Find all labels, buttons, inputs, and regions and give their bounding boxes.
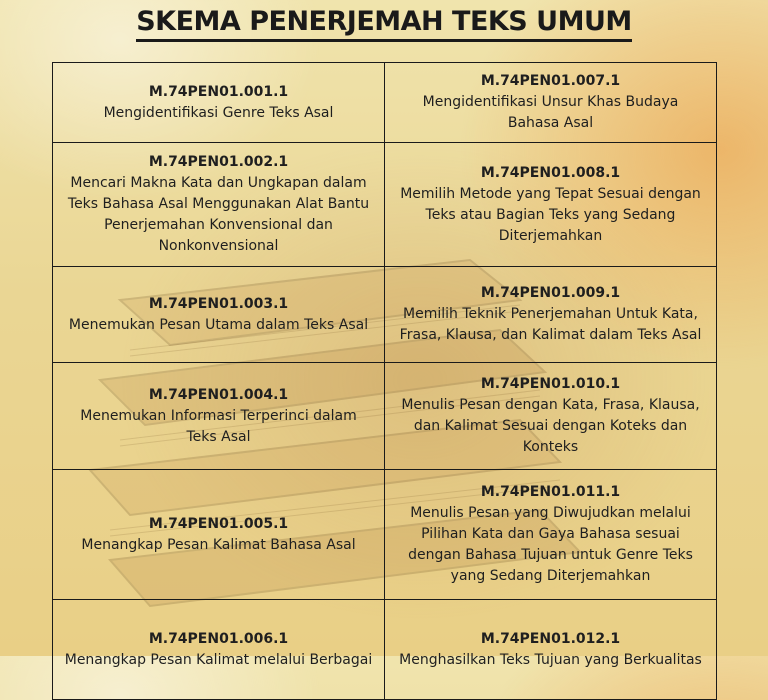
table-row	[53, 600, 717, 700]
unit-code: M.74PEN01.005.1	[148, 515, 289, 532]
unit-title: Menangkap Pesan Kalimat melalui Berbagai	[64, 651, 373, 668]
unit-title: Mencari Makna Kata dan Ungkapan dalam Teks Bahasa Asal Menggunakan Alat Bantu Penerjemahan Konvensional dan Nonkonvensional	[67, 175, 370, 254]
unit-title: Menghasilkan Teks Tujuan yang Berkualitas	[399, 651, 702, 668]
unit-code: M.74PEN01.004.1	[148, 386, 289, 403]
unit-code: M.74PEN01.008.1	[480, 164, 621, 181]
unit-title: Menulis Pesan yang Diwujudkan melalui Pilihan Kata dan Gaya Bahasa sesuai dengan Bahasa Tujuan untuk Genre Teks yang Sedang Diterjemahkan	[408, 505, 693, 584]
unit-title: Menemukan Informasi Terperinci dalam Teks Asal	[80, 407, 357, 445]
table-row	[53, 267, 717, 363]
unit-code: M.74PEN01.006.1	[148, 630, 289, 647]
unit-title: Menemukan Pesan Utama dalam Teks Asal	[68, 316, 369, 333]
table-cell	[53, 470, 385, 600]
page-title-text: SKEMA PENERJEMAH TEKS UMUM	[136, 6, 632, 42]
unit-title: Mengidentifikasi Genre Teks Asal	[103, 104, 334, 121]
table-row	[53, 470, 717, 600]
table-row	[53, 143, 717, 267]
unit-code: M.74PEN01.001.1	[148, 83, 289, 100]
table-cell	[385, 267, 717, 363]
unit-code: M.74PEN01.009.1	[480, 285, 621, 301]
table-cell	[385, 470, 717, 600]
unit-code: M.74PEN01.012.1	[480, 630, 621, 647]
table-cell	[385, 363, 717, 470]
table-cell	[53, 267, 385, 363]
table-cell	[53, 143, 385, 267]
table-cell	[385, 143, 717, 267]
unit-title: Memilih Teknik Penerjemahan Untuk Kata, Frasa, Klausa, dan Kalimat dalam Teks Asal	[399, 306, 702, 343]
table-row	[53, 363, 717, 470]
table-cell	[385, 600, 717, 700]
competency-table	[52, 62, 717, 700]
unit-code: M.74PEN01.011.1	[480, 484, 621, 500]
table-row	[53, 63, 717, 143]
unit-title: Menulis Pesan dengan Kata, Frasa, Klausa, dan Kalimat Sesuai dengan Koteks dan Konteks	[401, 397, 700, 455]
table-cell	[385, 63, 717, 143]
unit-title: Mengidentifikasi Unsur Khas Budaya Bahasa Asal	[422, 94, 679, 131]
table-cell	[53, 600, 385, 700]
unit-code: M.74PEN01.003.1	[148, 295, 289, 312]
unit-code: M.74PEN01.002.1	[148, 154, 289, 170]
table-cell	[53, 363, 385, 470]
unit-title: Menangkap Pesan Kalimat Bahasa Asal	[81, 536, 356, 553]
unit-code: M.74PEN01.007.1	[480, 73, 621, 89]
table-cell	[53, 63, 385, 143]
page-title	[0, 6, 768, 42]
unit-title: Memilih Metode yang Tepat Sesuai dengan Teks atau Bagian Teks yang Sedang Diterjemahkan	[400, 185, 701, 244]
unit-code: M.74PEN01.010.1	[480, 376, 621, 392]
